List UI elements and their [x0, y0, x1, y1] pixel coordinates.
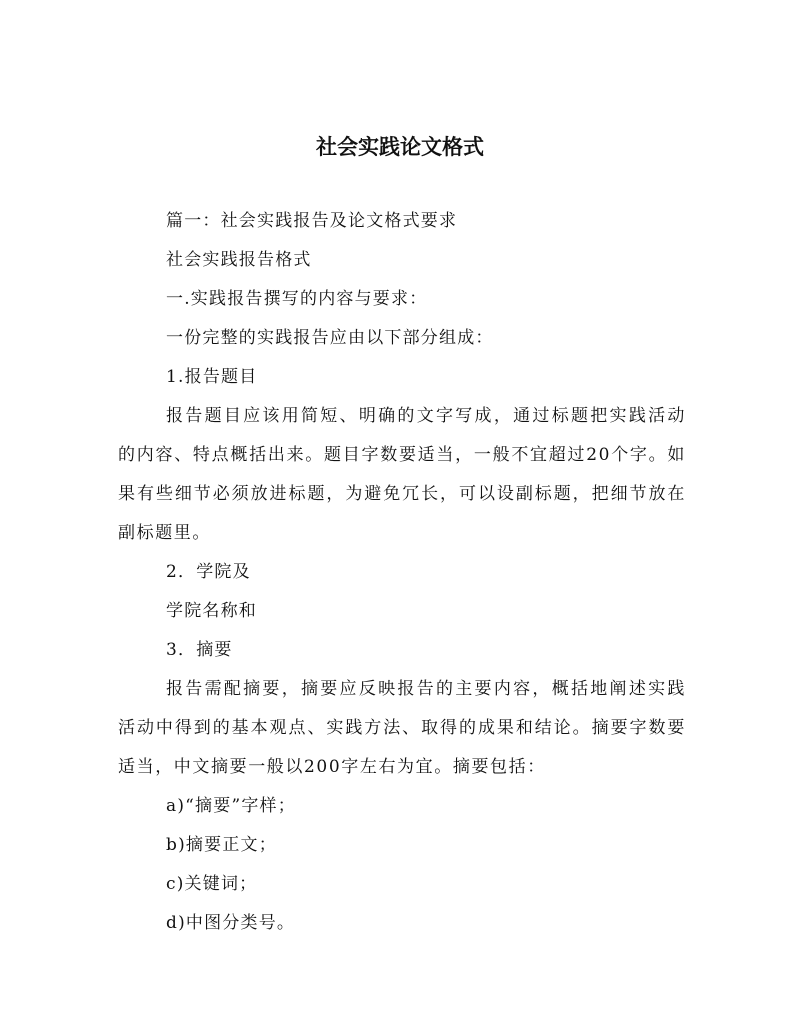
document-title: 社会实践论文格式	[316, 134, 484, 159]
subheading: 社会实践报告格式	[166, 250, 312, 270]
list-item-heading: 3．摘要	[166, 640, 233, 660]
list-item-heading: 1.报告题目	[166, 367, 258, 387]
paragraph: 一份完整的实践报告应由以下部分组成：	[166, 328, 494, 348]
paragraph: 报告题目应该用简短、明确的文字写成，通过标题把实践活动的内容、特点概括出来。题目字数要适当，一般不宜超过20个字。如果有些细节必须放进标题，为避免冗长，可以设副标题，把细节放在副标题里。	[118, 406, 686, 543]
list-item: c)关键词；	[166, 874, 258, 894]
list-item: d)中图分类号。	[166, 913, 296, 933]
paragraph: 报告需配摘要，摘要应反映报告的主要内容，概括地阐述实践活动中得到的基本观点、实践方法、取得的成果和结论。摘要字数要适当，中文摘要一般以200字左右为宜。摘要包括：	[118, 679, 686, 777]
list-item-heading: 2．学院及	[166, 562, 251, 582]
list-item: a)“摘要”字样；	[166, 796, 296, 816]
section-heading: 篇一：社会实践报告及论文格式要求	[166, 211, 458, 231]
paragraph: 一.实践报告撰写的内容与要求：	[166, 289, 428, 309]
paragraph: 学院名称和	[166, 601, 257, 621]
list-item: b)摘要正文；	[166, 835, 277, 855]
document-body	[118, 202, 686, 943]
